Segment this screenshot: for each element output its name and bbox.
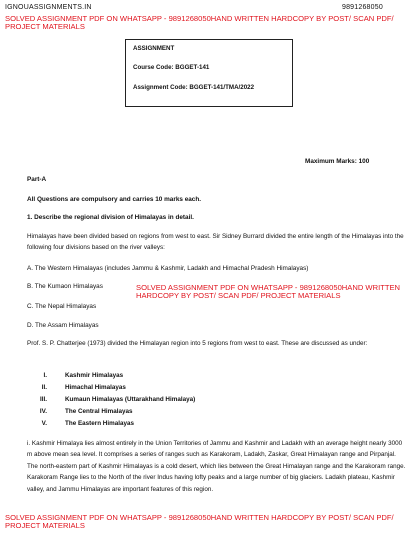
intro-paragraph: Himalayas have been divided based on regions from west to east. Sir Sidney Burrard divided the entire length of the Himalayas into the following four divisions based on the river valleys: xyxy=(27,233,404,252)
division-a: A. The Western Himalayas (includes Jammu & Kashmir, Ladakh and Himachal Pradesh Himalayas) xyxy=(27,265,309,272)
promo-mid-line-2: HARDCOPY BY POST/ SCAN PDF/ PROJECT MATERIALS xyxy=(136,291,341,300)
part-heading: Part-A xyxy=(27,176,47,183)
promo-mid-line-1: SOLVED ASSIGNMENT PDF ON WHATSAPP - 9891268050HAND WRITTEN xyxy=(136,283,401,292)
division-b: B. The Kumaon Himalayas xyxy=(27,283,103,290)
assignment-code: Assignment Code: BGGET-141/TMA/2022 xyxy=(133,84,255,91)
region-label: The Eastern Himalayas xyxy=(65,420,134,427)
chatterjee-paragraph: Prof. S. P. Chatterjee (1973) divided the Himalayan region into 5 regions from west to east. These are discussed as under: xyxy=(27,340,368,347)
region-number: V. xyxy=(41,420,47,427)
promo-top-line-1: SOLVED ASSIGNMENT PDF ON WHATSAPP - 9891268050HAND WRITTEN HARDCOPY BY POST/ SCAN PDF/ xyxy=(5,14,394,23)
region-label: Kumaun Himalayas (Uttarakhand Himalaya) xyxy=(65,396,196,403)
kashmir-paragraph: i. Kashmir Himalaya lies almost entirely in the Union Territories of Jammu and Kashmir and Ladakh with an average height nearly 3000 m above mean sea level. It comprises a series of ranges such as Karakoram, Ladakh, Zaskar, Great Himalayan range and Pirpanjal. The north-eastern part of Kashmir Himalayas is a cold desert, which lies between the Great Himalayan range and the Karakoram range. Karakoram Range lies to the North of the river Indus having lofty peaks and a large number of big glaciers. Ladakh plateau, Kashmir valley, and Jammu Himalayas are important features of this region. xyxy=(27,440,406,493)
assignment-box xyxy=(125,39,293,107)
phone-number: 9891268050 xyxy=(342,4,383,11)
region-label: Himachal Himalayas xyxy=(65,384,126,391)
promo-bottom-line-1: SOLVED ASSIGNMENT PDF ON WHATSAPP - 9891268050HAND WRITTEN HARDCOPY BY POST/ SCAN PDF/ xyxy=(5,513,394,522)
division-c: C. The Nepal Himalayas xyxy=(27,303,97,310)
region-label: The Central Himalayas xyxy=(65,408,133,415)
assignment-title: ASSIGNMENT xyxy=(133,45,175,52)
region-number: IV. xyxy=(39,408,47,415)
region-number: III. xyxy=(40,396,47,403)
promo-top-line-2: PROJECT MATERIALS xyxy=(5,22,85,31)
promo-bottom-line-2: PROJECT MATERIALS xyxy=(5,521,85,530)
max-marks: Maximum Marks: 100 xyxy=(305,158,370,165)
question-1: 1. Describe the regional division of Himalayas in detail. xyxy=(27,214,194,221)
instructions: All Questions are compulsory and carries 10 marks each. xyxy=(27,196,202,203)
region-number: II. xyxy=(41,384,47,391)
division-d: D. The Assam Himalayas xyxy=(27,322,99,329)
region-number: I. xyxy=(43,372,47,379)
site-name: IGNOUASSIGNMENTS.IN xyxy=(5,4,92,11)
course-code: Course Code: BGGET-141 xyxy=(133,64,210,71)
region-label: Kashmir Himalayas xyxy=(65,372,124,379)
